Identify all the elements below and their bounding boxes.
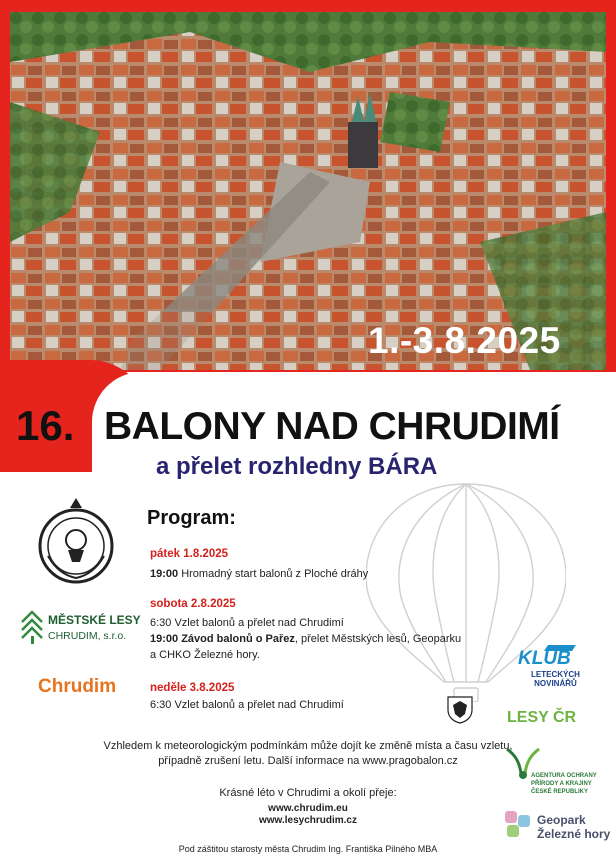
program-text: 6:30 Vzlet balonů a přelet nad Chrudimí xyxy=(150,617,344,629)
website-link-lesy[interactable]: www.lesychrudim.cz xyxy=(259,815,357,826)
aopk-logo-text xyxy=(531,772,601,796)
program-text: Hromadný start balonů z Ploché dráhy xyxy=(178,568,369,580)
aopk-logo-line2: PŘÍRODY A KRAJINY xyxy=(531,781,592,787)
website-link-chrudim[interactable]: www.chrudim.eu xyxy=(268,803,348,814)
program-day-friday: pátek 1.8.2025 xyxy=(150,548,229,560)
program-time: 19:00 xyxy=(150,568,179,580)
klub-logo-subtitle-line1: LETECKÝCH xyxy=(531,670,580,679)
aopk-logo-line3: ČESKÉ REPUBLIKY xyxy=(531,789,589,795)
patronage-note: Pod záštitou starosty města Chrudim Ing. Františka Pilného MBA xyxy=(178,844,438,854)
chrudim-city-logo: Chrudim xyxy=(38,676,117,697)
program-text: a CHKO Železné hory. xyxy=(150,649,260,661)
notice-line-2: případně zrušení letu. Další informace na www.pragobalon.cz xyxy=(158,755,458,767)
chrudim-coat-of-arms-icon xyxy=(447,696,473,724)
page-title: BALONY NAD CHRUDIMÍ xyxy=(104,405,560,448)
klub-logo-subtitle xyxy=(531,670,580,688)
lesy-cr-logo: LESY ČR xyxy=(507,709,577,726)
greeting-text: Krásné léto v Chrudimi a okolí přeje: xyxy=(219,787,397,799)
aerial-town-photo xyxy=(10,12,606,370)
page-subtitle: a přelet rozhledny BÁRA xyxy=(156,453,438,480)
mestske-lesy-logo-line2: CHRUDIM, s.r.o. xyxy=(48,630,127,642)
event-dates: 1.-3.8.2025 xyxy=(368,320,561,361)
geopark-logo-icon xyxy=(503,809,533,839)
aopk-logo-line1: AGENTURA OCHRANY xyxy=(531,773,597,779)
program-day-sunday: neděle 3.8.2025 xyxy=(150,682,235,694)
program-day-saturday: sobota 2.8.2025 xyxy=(150,598,236,610)
geopark-logo-line2: Železné hory xyxy=(537,827,611,841)
balloon-club-crest-icon xyxy=(36,496,116,586)
notice-line-1: Vzhledem k meteorologickým podmínkám může dojít ke změně místa a času vzletu, xyxy=(103,740,513,752)
edition-number: 16. xyxy=(16,402,75,449)
program-line-saturday-2 xyxy=(150,633,461,645)
geopark-logo-text xyxy=(537,813,610,841)
program-text: 6:30 Vzlet balonů a přelet nad Chrudimí xyxy=(150,699,344,711)
program-heading: Program: xyxy=(147,507,236,529)
geopark-logo-line1: Geopark xyxy=(537,813,586,827)
program-line-sunday-1 xyxy=(150,699,344,711)
program-line-saturday-1 xyxy=(150,617,344,629)
klub-logo-word: KLUB xyxy=(518,648,571,669)
program-line-saturday-3 xyxy=(150,649,260,661)
program-text: , přelet Městských lesů, Geoparku xyxy=(294,633,462,645)
program-time: 19:00 Závod balonů o Pařez xyxy=(150,633,295,645)
mestske-lesy-logo-line1: MĚSTSKÉ LESY xyxy=(48,613,141,627)
program-line-friday-1 xyxy=(150,568,368,580)
klub-logo-subtitle-line2: NOVINÁŘŮ xyxy=(534,679,577,688)
